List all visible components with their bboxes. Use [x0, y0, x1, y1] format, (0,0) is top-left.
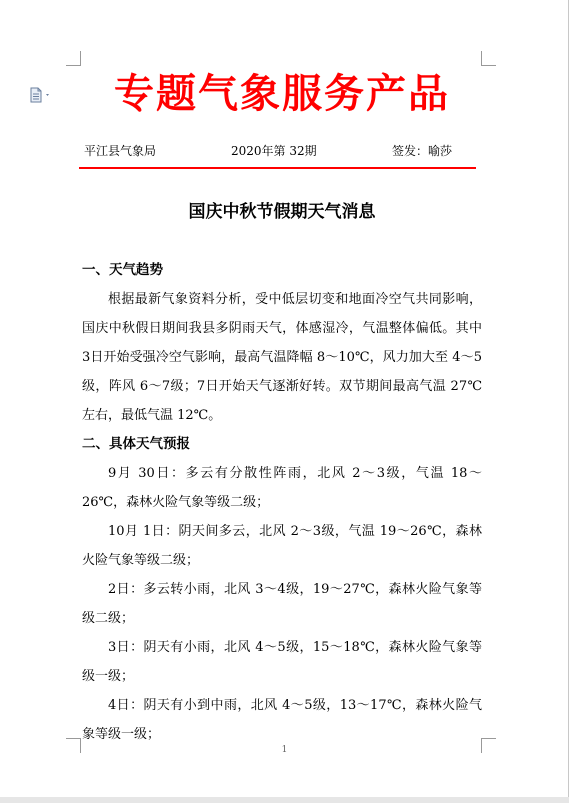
forecast-item: 3日：阴天有小雨，北风 4～5级，15～18℃，森林火险气象等级一级；: [82, 640, 482, 684]
document-title: 国庆中秋节假期天气消息: [188, 202, 376, 222]
document-body: [82, 256, 482, 749]
page-number: 1: [281, 745, 288, 755]
masthead-title: 专题气象服务产品: [114, 71, 450, 117]
section-heading-trend: 一、天气趋势: [82, 262, 163, 278]
chevron-down-icon: [46, 94, 49, 96]
trend-paragraph: 根据最新气象资料分析，受中低层切变和地面冷空气共同影响，国庆中秋假日期间我县多阴雨天气，体感湿冷，气温整体偏低。其中 3日开始受强冷空气影响，最高气温降幅 8～10℃，风力加大至 4～5级，阵风 6～7级；7日开始天气逐渐好转。双节期间最高气温 27℃左右，最低气温 12℃。: [82, 292, 482, 423]
forecast-item: 4日：阴天有小到中雨，北风 4～5级，13～17℃，森林火险气象等级一级；: [82, 698, 482, 742]
margin-corner-top-left: [66, 51, 81, 66]
red-divider-line: [79, 167, 476, 169]
margin-corner-top-right: [481, 51, 496, 66]
issue-info-row: [84, 141, 452, 161]
section-heading-forecast: 二、具体天气预报: [82, 436, 190, 452]
page-bottom-shadow: [0, 797, 569, 803]
issuing-agency: 平江县气象局: [84, 144, 157, 158]
issue-signer: 签发：喻莎: [391, 144, 452, 158]
document-icon[interactable]: [29, 87, 53, 103]
forecast-item: 10月 1日：阴天间多云，北风 2～3级，气温 19～26℃，森林火险气象等级二级；: [82, 524, 482, 568]
forecast-item: 9月 30日：多云有分散性阵雨，北风 2～3级，气温 18～26℃，森林火险气象等级二级；: [82, 466, 482, 510]
forecast-item: 2日：多云转小雨，北风 3～4级，19～27℃，森林火险气象等级二级；: [82, 582, 482, 626]
issue-number: 2020年第 32期: [231, 144, 317, 158]
